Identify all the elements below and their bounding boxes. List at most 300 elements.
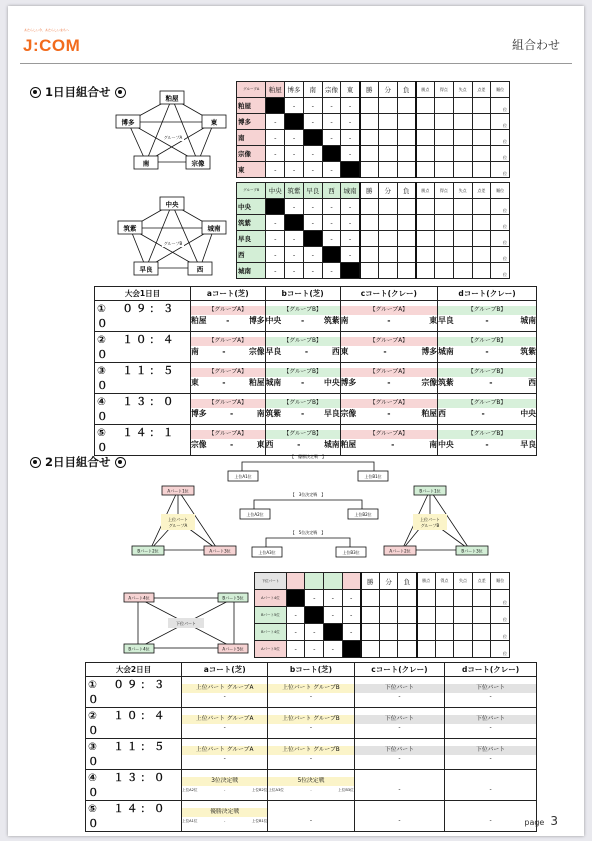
- home-slot: 上位A2位: [182, 787, 198, 792]
- group-a-team-node: 宗像: [191, 159, 205, 168]
- score-cell: -: [322, 215, 341, 231]
- result-cell: [379, 590, 398, 607]
- match-cell: [182, 708, 268, 739]
- row-header: Aパート5位: [255, 641, 287, 658]
- schedule-corner: 大会2日目: [86, 663, 182, 677]
- diagonal-cell: [266, 199, 285, 215]
- match-pair: [182, 817, 267, 825]
- table-row: [237, 114, 510, 130]
- vs-dash: -: [398, 754, 401, 762]
- result-cell: [378, 199, 397, 215]
- home-team: 西: [438, 409, 446, 418]
- match-group: 下位パート: [445, 746, 536, 755]
- vs-dash: -: [226, 316, 230, 325]
- time-slot: ① ０９：３０: [86, 677, 182, 708]
- home-team: 宗像: [340, 409, 357, 418]
- stat-cell: [472, 114, 491, 130]
- score-cell: -: [322, 263, 341, 279]
- result-cell: [361, 624, 380, 641]
- stat-cell: 位: [491, 641, 510, 658]
- match-cell: [354, 708, 444, 739]
- result-cell: [397, 231, 416, 247]
- match-group: 下位パート: [445, 715, 536, 724]
- away-team: 筑紫: [520, 347, 536, 356]
- home-team: 中央: [265, 316, 282, 325]
- soccer-ball-icon: [30, 87, 41, 98]
- result-header: 分: [379, 573, 398, 590]
- time-slot: ② １０：４０: [86, 708, 182, 739]
- stat-cell: [435, 130, 454, 146]
- vs-dash: -: [387, 378, 391, 387]
- home-slot: 上位A1位: [182, 818, 198, 823]
- stat-header: 得点: [435, 573, 454, 590]
- stat-cell: [435, 146, 454, 162]
- score-cell: -: [266, 231, 285, 247]
- match-group: 下位パート: [445, 684, 536, 693]
- match-box: [191, 368, 265, 388]
- stat-cell: [454, 624, 473, 641]
- score-cell: -: [285, 199, 304, 215]
- match-box: [182, 777, 267, 794]
- stat-cell: [435, 98, 454, 114]
- match-box: [445, 684, 536, 701]
- group-b-team-node: 早良: [139, 265, 153, 274]
- stat-header: 得点: [435, 82, 454, 98]
- stat-cell: [416, 231, 435, 247]
- home-team: 中央: [438, 440, 454, 449]
- stat-cell: [453, 215, 472, 231]
- table-header-row: [255, 573, 510, 590]
- header-divider: [20, 63, 572, 64]
- day2-section-title: [30, 454, 126, 470]
- lower-part-diagram: [120, 582, 250, 658]
- stat-cell: [416, 215, 435, 231]
- row-header: Bパート4位: [255, 624, 287, 641]
- upper-b-center-label: グループB: [420, 523, 440, 528]
- match-box: [438, 399, 536, 419]
- court-header: bコート(芝): [265, 287, 340, 301]
- result-cell: [360, 146, 379, 162]
- column-header: 西: [322, 183, 341, 199]
- group-b-label: グループB: [163, 241, 183, 246]
- match-group: 【グループB】: [266, 368, 340, 377]
- result-cell: [398, 590, 417, 607]
- match-box: [182, 808, 267, 825]
- stat-header: 失点: [453, 82, 472, 98]
- match-pair: [191, 408, 265, 419]
- score-cell: -: [303, 263, 322, 279]
- away-team: 南: [256, 409, 265, 418]
- match-box: [438, 368, 536, 388]
- table-row: [237, 162, 510, 178]
- match-cell: [340, 363, 437, 394]
- result-cell: [397, 199, 416, 215]
- page-number-value: 3: [550, 814, 558, 828]
- match-box: [191, 337, 265, 357]
- stat-cell: [416, 162, 435, 178]
- match-pair: [438, 346, 536, 357]
- diagonal-cell: [322, 146, 341, 162]
- row-header: 博多: [237, 114, 266, 130]
- match-cell: [445, 770, 537, 801]
- score-cell: -: [324, 590, 343, 607]
- vs-dash: -: [224, 818, 226, 823]
- schedule-header-row: [86, 663, 537, 677]
- score-cell: -: [303, 215, 322, 231]
- home-team: 宗像: [191, 440, 207, 449]
- vs-dash: -: [230, 409, 234, 418]
- fifth-left-slot: 上位A3位: [258, 550, 276, 555]
- group-a-team-node: 南: [142, 159, 150, 168]
- result-cell: [360, 114, 379, 130]
- match-group: 【グループB】: [438, 306, 536, 315]
- away-team: 西: [528, 378, 536, 387]
- row-header: 南: [237, 130, 266, 146]
- column-header: [286, 573, 305, 590]
- away-team: 宗像: [248, 347, 265, 356]
- stat-cell: 位: [491, 199, 510, 215]
- match-group: 【グループB】: [266, 337, 340, 346]
- match-group: 【グループA】: [191, 306, 265, 315]
- stat-cell: [472, 199, 491, 215]
- table-corner: グループA: [237, 82, 266, 98]
- time-slot: ① ０９：３０: [95, 301, 191, 332]
- day2-title-text: 2日目組合せ: [45, 455, 111, 469]
- soccer-ball-icon: [30, 457, 41, 468]
- match-box: [341, 368, 437, 388]
- stat-cell: [435, 215, 454, 231]
- match-pair: [182, 786, 267, 794]
- page-title: 組合わせ: [511, 38, 560, 52]
- stat-cell: [472, 98, 491, 114]
- stat-cell: [472, 263, 491, 279]
- stat-cell: [453, 247, 472, 263]
- stat-cell: [435, 247, 454, 263]
- vs-dash: -: [223, 723, 226, 731]
- score-cell: -: [305, 590, 324, 607]
- stat-header: 勝点: [416, 82, 435, 98]
- home-team: 早良: [265, 347, 282, 356]
- result-cell: [398, 607, 417, 624]
- match-box: [268, 777, 353, 794]
- score-cell: -: [341, 130, 360, 146]
- away-team: 西: [331, 347, 340, 356]
- vs-dash: -: [300, 378, 305, 387]
- home-team: 城南: [265, 378, 282, 387]
- score-cell: -: [322, 98, 341, 114]
- fifth-right-slot: 上位B3位: [342, 550, 360, 555]
- match-box: [268, 746, 353, 763]
- vs-dash: -: [485, 347, 489, 356]
- match-box: [355, 808, 444, 825]
- match-cell: [182, 677, 268, 708]
- home-team: 南: [191, 347, 199, 356]
- match-group: 上位パート グループA: [182, 746, 267, 755]
- stat-cell: [417, 607, 436, 624]
- match-group: 【グループA】: [341, 399, 437, 408]
- table-row: [237, 215, 510, 231]
- away-team: 粕屋: [421, 409, 438, 418]
- upper-b-center-label: 上位パート: [420, 517, 440, 522]
- court-header: cコート(クレー): [340, 287, 437, 301]
- match-box: [355, 746, 444, 763]
- result-cell: [360, 199, 379, 215]
- result-header: 負: [398, 573, 417, 590]
- column-header: 筑紫: [285, 183, 304, 199]
- score-cell: -: [305, 624, 324, 641]
- score-cell: -: [303, 114, 322, 130]
- vs-dash: -: [387, 316, 391, 325]
- score-cell: -: [341, 146, 360, 162]
- row-header: 宗像: [237, 146, 266, 162]
- match-group: 【グループB】: [438, 399, 536, 408]
- match-box: [191, 306, 265, 326]
- match-box: [268, 808, 353, 825]
- stat-cell: [435, 231, 454, 247]
- column-header: [305, 573, 324, 590]
- diagonal-cell: [322, 247, 341, 263]
- stat-cell: 位: [491, 146, 510, 162]
- schedule-row: [95, 394, 537, 425]
- schedule-row: [95, 301, 537, 332]
- match-group: 【グループA】: [341, 306, 437, 315]
- table-row: [237, 263, 510, 279]
- match-cell: [268, 739, 354, 770]
- row-header: Bパート5位: [255, 607, 287, 624]
- score-cell: -: [303, 162, 322, 178]
- away-team: 博多: [248, 316, 265, 325]
- stat-cell: 位: [491, 215, 510, 231]
- stat-cell: [435, 199, 454, 215]
- match-group: 【グループB】: [266, 399, 340, 408]
- vs-dash: -: [485, 316, 489, 325]
- away-team: 城南: [324, 440, 340, 449]
- stat-cell: 位: [491, 162, 510, 178]
- diagonal-cell: [285, 215, 304, 231]
- stat-cell: [454, 607, 473, 624]
- score-cell: -: [266, 130, 285, 146]
- stat-cell: [417, 641, 436, 658]
- result-cell: [360, 231, 379, 247]
- stat-cell: [453, 98, 472, 114]
- stat-header: 点差: [472, 183, 491, 199]
- day1-schedule-table: [94, 286, 537, 456]
- stat-cell: 位: [491, 231, 510, 247]
- table-row: [237, 247, 510, 263]
- score-cell: -: [266, 215, 285, 231]
- stat-cell: [453, 114, 472, 130]
- row-header: 早良: [237, 231, 266, 247]
- away-team: 中央: [520, 409, 536, 418]
- group-b-diagram: [110, 192, 240, 284]
- row-header: 西: [237, 247, 266, 263]
- score-cell: -: [286, 624, 305, 641]
- lower-slot: Aパート5位: [222, 646, 244, 652]
- stat-header: 順位: [491, 82, 510, 98]
- stat-cell: [435, 590, 454, 607]
- vs-dash: -: [297, 440, 301, 449]
- score-cell: -: [285, 231, 304, 247]
- stat-cell: 位: [491, 624, 510, 641]
- away-team: 早良: [324, 409, 340, 418]
- match-box: [341, 337, 437, 357]
- match-box: [445, 777, 536, 794]
- diagonal-cell: [342, 641, 361, 658]
- result-cell: [397, 130, 416, 146]
- home-team: 城南: [438, 347, 454, 356]
- stat-header: 失点: [454, 573, 473, 590]
- score-cell: -: [342, 624, 361, 641]
- stat-cell: [454, 590, 473, 607]
- vs-dash: -: [489, 692, 492, 700]
- match-cell: [354, 801, 444, 832]
- time-slot: ③ １１：５０: [86, 739, 182, 770]
- match-pair: [266, 346, 340, 357]
- away-team: 粕屋: [248, 378, 265, 387]
- match-group: 【グループB】: [266, 306, 340, 315]
- match-group: [355, 777, 444, 786]
- stat-cell: [453, 162, 472, 178]
- score-cell: -: [322, 130, 341, 146]
- column-header: 中央: [266, 183, 285, 199]
- match-pair: [266, 377, 340, 388]
- day2-bracket-diagram: [118, 442, 498, 572]
- vs-dash: -: [387, 409, 391, 418]
- match-pair: [268, 786, 353, 794]
- group-a-league-table: [236, 81, 510, 178]
- vs-dash: -: [489, 785, 492, 793]
- column-header: 博多: [285, 82, 304, 98]
- vs-dash: -: [224, 787, 226, 792]
- home-team: 粕屋: [340, 440, 357, 449]
- score-cell: -: [324, 641, 343, 658]
- match-box: [355, 684, 444, 701]
- score-cell: -: [286, 641, 305, 658]
- stat-cell: [416, 130, 435, 146]
- match-box: [341, 306, 437, 326]
- score-cell: -: [285, 263, 304, 279]
- match-group: 下位パート: [355, 684, 444, 693]
- away-team: 東: [256, 440, 265, 449]
- score-cell: -: [322, 199, 341, 215]
- match-group: [268, 808, 353, 817]
- column-header: [324, 573, 343, 590]
- match-group: 【グループB】: [438, 337, 536, 346]
- away-team: 城南: [520, 316, 536, 325]
- match-box: [445, 808, 536, 825]
- stat-header: 勝点: [416, 183, 435, 199]
- time-slot: ② １０：４０: [95, 332, 191, 363]
- match-cell: [438, 332, 537, 363]
- stat-cell: 位: [491, 247, 510, 263]
- vs-dash: -: [222, 378, 226, 387]
- match-cell: [191, 394, 266, 425]
- vs-dash: -: [398, 723, 401, 731]
- result-header: 勝: [360, 82, 379, 98]
- lower-league-table: [254, 572, 510, 658]
- vs-dash: -: [310, 787, 312, 792]
- upper-a-top-slot: Aパート1位: [167, 488, 189, 494]
- match-group: 優勝決定戦: [182, 808, 267, 817]
- result-cell: [379, 624, 398, 641]
- vs-dash: -: [230, 440, 234, 449]
- match-box: [182, 746, 267, 763]
- away-team: 早良: [520, 440, 536, 449]
- table-row: [255, 641, 510, 658]
- result-cell: [361, 590, 380, 607]
- score-cell: -: [341, 231, 360, 247]
- column-header: 早良: [303, 183, 322, 199]
- score-cell: -: [341, 247, 360, 263]
- stat-cell: [472, 231, 491, 247]
- away-slot: 上位B3位: [338, 787, 354, 792]
- result-cell: [378, 114, 397, 130]
- match-pair: [438, 408, 536, 419]
- match-group: 【グループA】: [341, 368, 437, 377]
- stat-cell: [435, 162, 454, 178]
- vs-dash: -: [223, 754, 226, 762]
- time-slot: ⑤ １４：１０: [95, 425, 191, 456]
- score-cell: -: [341, 98, 360, 114]
- upper-a-center-label: グループA: [168, 523, 188, 528]
- stat-cell: [472, 590, 491, 607]
- match-cell: [354, 739, 444, 770]
- result-cell: [360, 162, 379, 178]
- score-cell: -: [324, 607, 343, 624]
- stat-header: 勝点: [417, 573, 436, 590]
- match-cell: [438, 301, 537, 332]
- stat-cell: [416, 114, 435, 130]
- column-header: 東: [341, 82, 360, 98]
- match-box: [266, 306, 340, 326]
- table-row: [255, 624, 510, 641]
- away-team: 東: [429, 316, 438, 325]
- diagonal-cell: [286, 590, 305, 607]
- jcom-logo: J:COM: [23, 36, 81, 55]
- away-team: 博多: [421, 347, 438, 356]
- table-row: [237, 130, 510, 146]
- home-team: 東: [191, 378, 199, 387]
- match-box: [355, 715, 444, 732]
- result-cell: [397, 162, 416, 178]
- score-cell: -: [341, 114, 360, 130]
- match-group: [445, 777, 536, 786]
- score-cell: -: [285, 162, 304, 178]
- home-team: 筑紫: [265, 409, 282, 418]
- row-header: Aパート4位: [255, 590, 287, 607]
- score-cell: -: [266, 146, 285, 162]
- vs-dash: -: [481, 409, 485, 418]
- match-cell: [265, 301, 340, 332]
- score-cell: -: [266, 162, 285, 178]
- stat-cell: [472, 641, 491, 658]
- match-pair: [266, 315, 340, 326]
- result-header: 分: [378, 82, 397, 98]
- match-pair: [191, 346, 265, 357]
- home-team: 東: [340, 347, 349, 356]
- match-cell: [340, 332, 437, 363]
- lower-slot: Aパート4位: [128, 595, 150, 601]
- stat-header: 得点: [435, 183, 454, 199]
- result-cell: [397, 114, 416, 130]
- match-cell: [265, 332, 340, 363]
- match-cell: [182, 801, 268, 832]
- page-number: [524, 814, 558, 828]
- stat-cell: [417, 624, 436, 641]
- stat-cell: [435, 607, 454, 624]
- group-b-team-node: 筑紫: [123, 224, 137, 233]
- schedule-header-row: [95, 287, 537, 301]
